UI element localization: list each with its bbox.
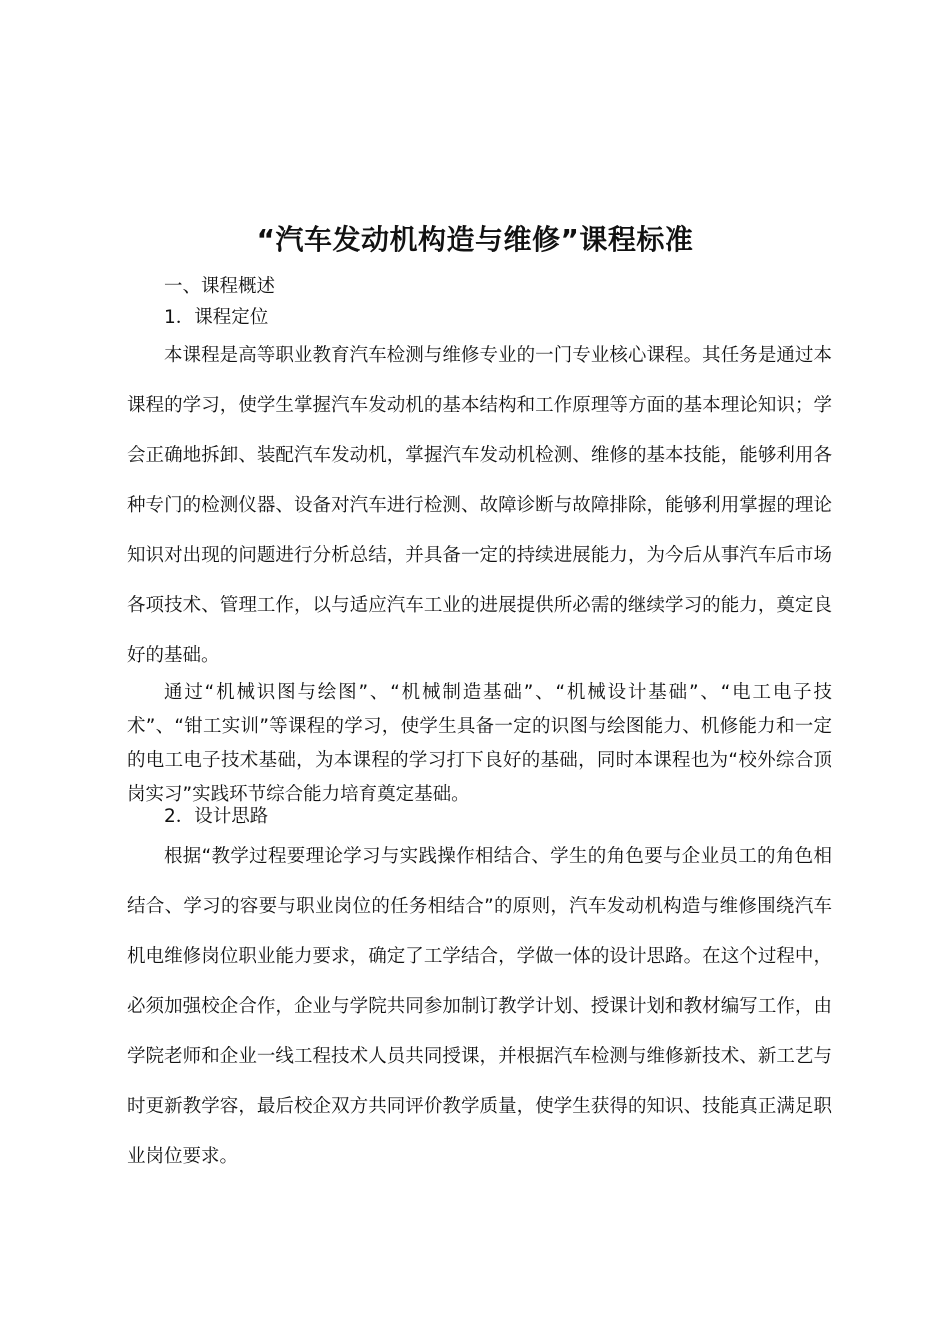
paragraph-course-positioning: 本课程是高等职业教育汽车检测与维修专业的一门专业核心课程。其任务是通过本课程的学习，使学生掌握汽车发动机的基本结构和工作原理等方面的基本理论知识；学会正确地拆卸、装配汽车发动机，掌握汽车发动机检测、维修的基本技能，能够利用各种专门的检测仪器、设备对汽车进行检测、故障诊断与故障排除，能够利用掌握的理论知识对出现的问题进行分析总结，并具备一定的持续进展能力，为今后从事汽车后市场各项技术、管理工作，以与适应汽车工业的进展提供所必需的继续学习的能力，奠定良好的基础。 [127,345,832,666]
document-title: “汽车发动机构造与维修”课程标准 [256,222,694,256]
subsection-heading-positioning: 1．课程定位 [164,307,269,328]
paragraph-prerequisite-courses: 通过“机械识图与绘图”、“机械制造基础”、“机械设计基础”、“电工电子技术”、“钳工实训”等课程的学习，使学生具备一定的识图与绘图能力、机修能力和一定的电工电子技术基础，为本课程的学习打下良好的基础，同时本课程也为“校外综合顶岗实习”实践环节综合能力培育奠定基础。 [127,682,832,805]
section-heading-overview: 一、课程概述 [164,276,276,297]
paragraph-design-approach: 根据“教学过程要理论学习与实践操作相结合、学生的角色要与企业员工的角色相结合、学习的容要与职业岗位的任务相结合”的原则，汽车发动机构造与维修围绕汽车机电维修岗位职业能力要求，确定了工学结合，学做一体的设计思路。在这个过程中，必须加强校企合作，企业与学院共同参加制订教学计划、授课计划和教材编写工作，由学院老师和企业一线工程技术人员共同授课，并根据汽车检测与维修新技术、新工艺与时更新教学容，最后校企双方共同评价教学质量，使学生获得的知识、技能真正满足职业岗位要求。 [127,846,832,1167]
subsection-heading-design: 2．设计思路 [164,806,269,827]
